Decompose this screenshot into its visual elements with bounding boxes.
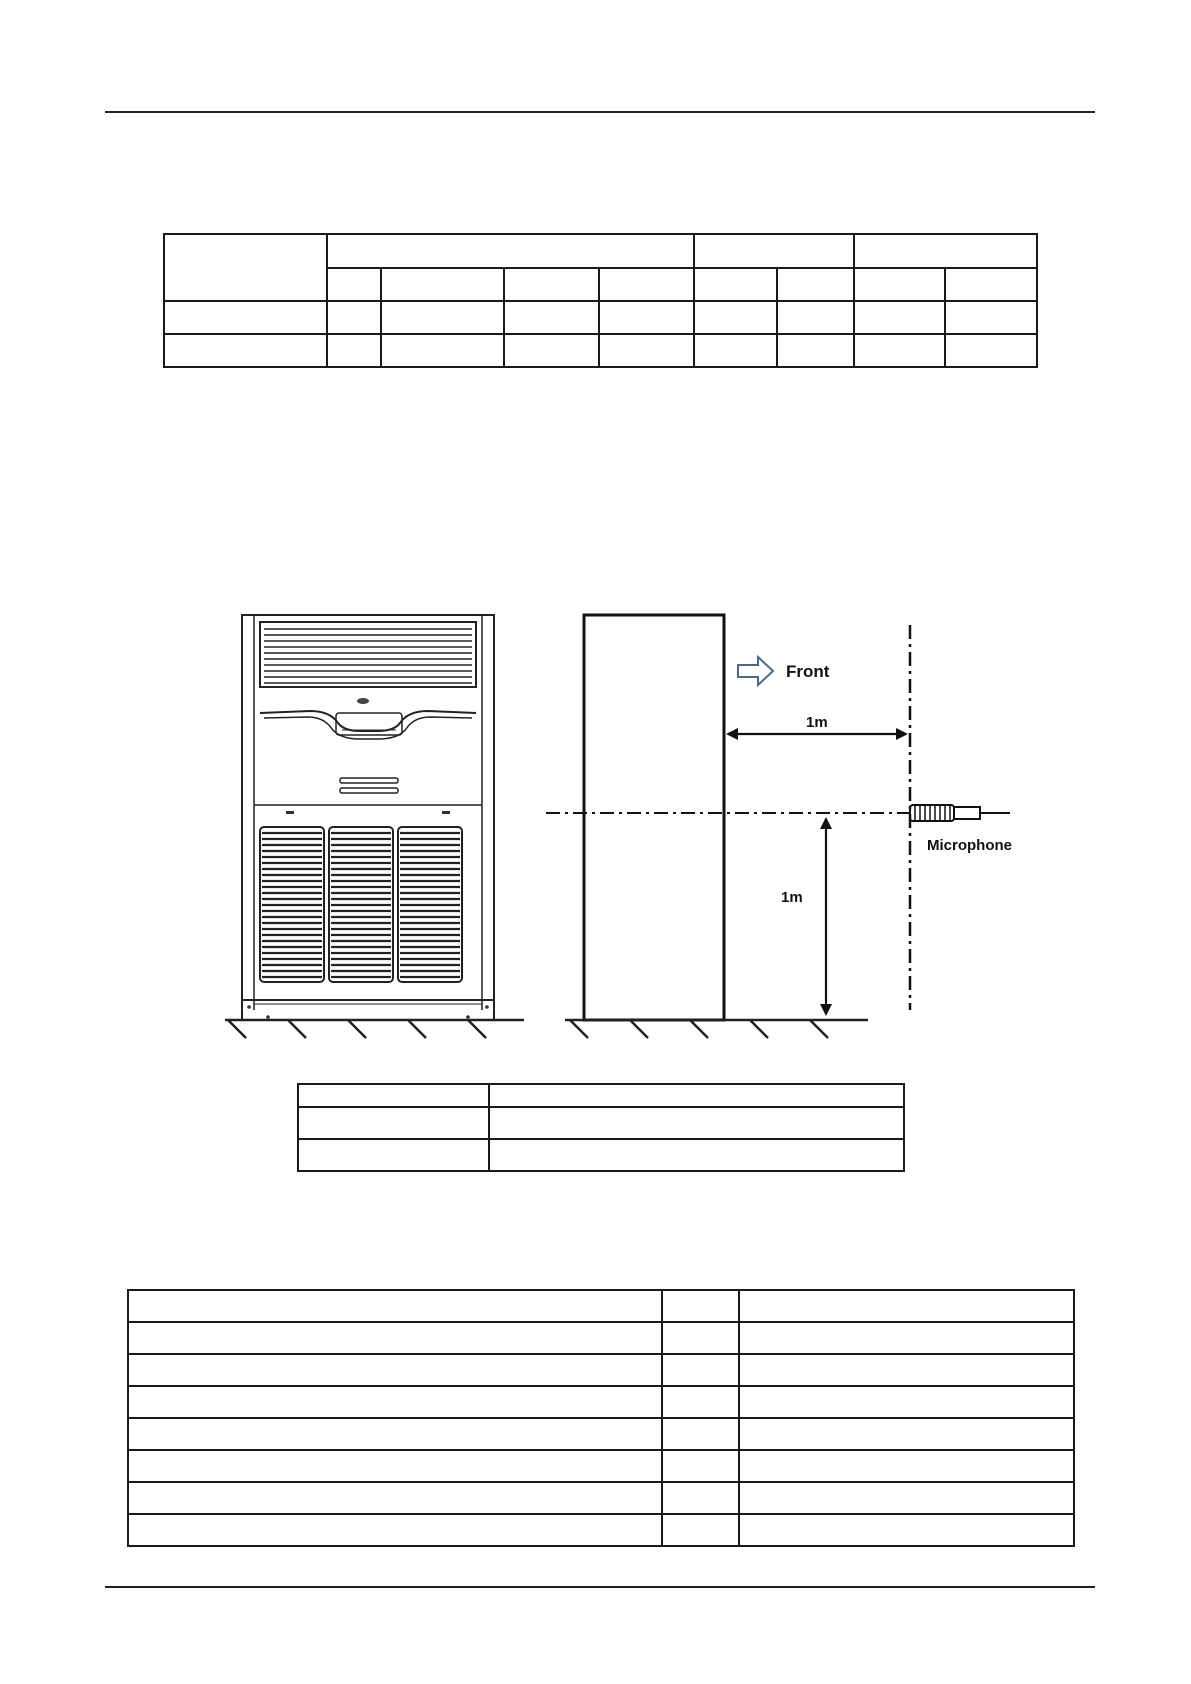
table-cell [504,268,599,301]
bottom-table [127,1289,1075,1547]
table-cell [489,1107,904,1139]
unit-front-view [242,615,494,1020]
table-cell [327,268,381,301]
table-cell [739,1290,1074,1322]
table-cell [739,1386,1074,1418]
table-cell [298,1107,489,1139]
table-row [164,234,1037,268]
control-panel-trim [260,711,476,731]
table-cell [662,1418,739,1450]
table-cell [854,268,945,301]
table-cell [381,301,504,334]
table-row [164,301,1037,334]
table-cell [777,301,854,334]
vertical-distance-label: 1m [781,889,803,906]
table-cell [128,1290,662,1322]
table-cell [694,234,854,268]
microphone-label: Microphone [927,837,1012,854]
table-cell [662,1386,739,1418]
table-cell [381,334,504,367]
table-cell [298,1139,489,1171]
table-row [128,1386,1074,1418]
spec-table [163,233,1038,368]
table-cell [854,334,945,367]
table-cell [739,1450,1074,1482]
floor-hatch [565,1020,868,1038]
vertical-dimension-arrow [820,817,832,1016]
footer-rule [105,1586,1095,1588]
table-row [164,334,1037,367]
table-cell [662,1450,739,1482]
table-cell [327,301,381,334]
table-cell [128,1514,662,1546]
table-row [298,1084,904,1107]
table-cell [854,234,1037,268]
table-row [128,1354,1074,1386]
table-cell [945,301,1037,334]
table-cell [739,1514,1074,1546]
table-cell [164,234,327,301]
table-cell [662,1354,739,1386]
floor-hatch [225,1020,524,1038]
table-row [128,1290,1074,1322]
table-cell [854,301,945,334]
microphone-icon [910,805,1010,821]
table-cell [662,1290,739,1322]
table-row [298,1107,904,1139]
table-row [128,1322,1074,1354]
table-row [128,1418,1074,1450]
table-cell [777,268,854,301]
unit-side-view [584,615,724,1020]
table-row [128,1482,1074,1514]
unit-base [242,1000,494,1020]
table-cell [694,301,777,334]
table-cell [662,1514,739,1546]
front-label: Front [786,662,830,681]
table-cell [298,1084,489,1107]
brand-logo-icon [357,698,369,704]
small-table [297,1083,905,1172]
table-row [128,1450,1074,1482]
table-cell [128,1354,662,1386]
table-cell [777,334,854,367]
table-cell [694,268,777,301]
table-cell [327,234,694,268]
table-cell [128,1322,662,1354]
table-cell [128,1418,662,1450]
table-row [298,1139,904,1171]
noise-measurement-diagram [220,605,1040,1055]
table-cell [504,301,599,334]
table-cell [662,1482,739,1514]
table-cell [599,268,694,301]
table-cell [128,1386,662,1418]
table-cell [694,334,777,367]
table-cell [739,1354,1074,1386]
table-cell [599,301,694,334]
table-cell [504,334,599,367]
table-cell [739,1482,1074,1514]
table-cell [662,1322,739,1354]
table-cell [739,1418,1074,1450]
table-cell [327,334,381,367]
horizontal-distance-label: 1m [806,714,828,731]
air-intake-grille [260,827,462,982]
table-cell [945,334,1037,367]
table-cell [945,268,1037,301]
table-cell [128,1450,662,1482]
table-cell [164,301,327,334]
table-cell [164,334,327,367]
table-cell [489,1084,904,1107]
table-cell [739,1322,1074,1354]
table-cell [381,268,504,301]
table-cell [128,1482,662,1514]
table-cell [599,334,694,367]
table-cell [489,1139,904,1171]
table-row [128,1514,1074,1546]
front-direction-arrow [738,657,773,685]
header-rule [105,111,1095,113]
